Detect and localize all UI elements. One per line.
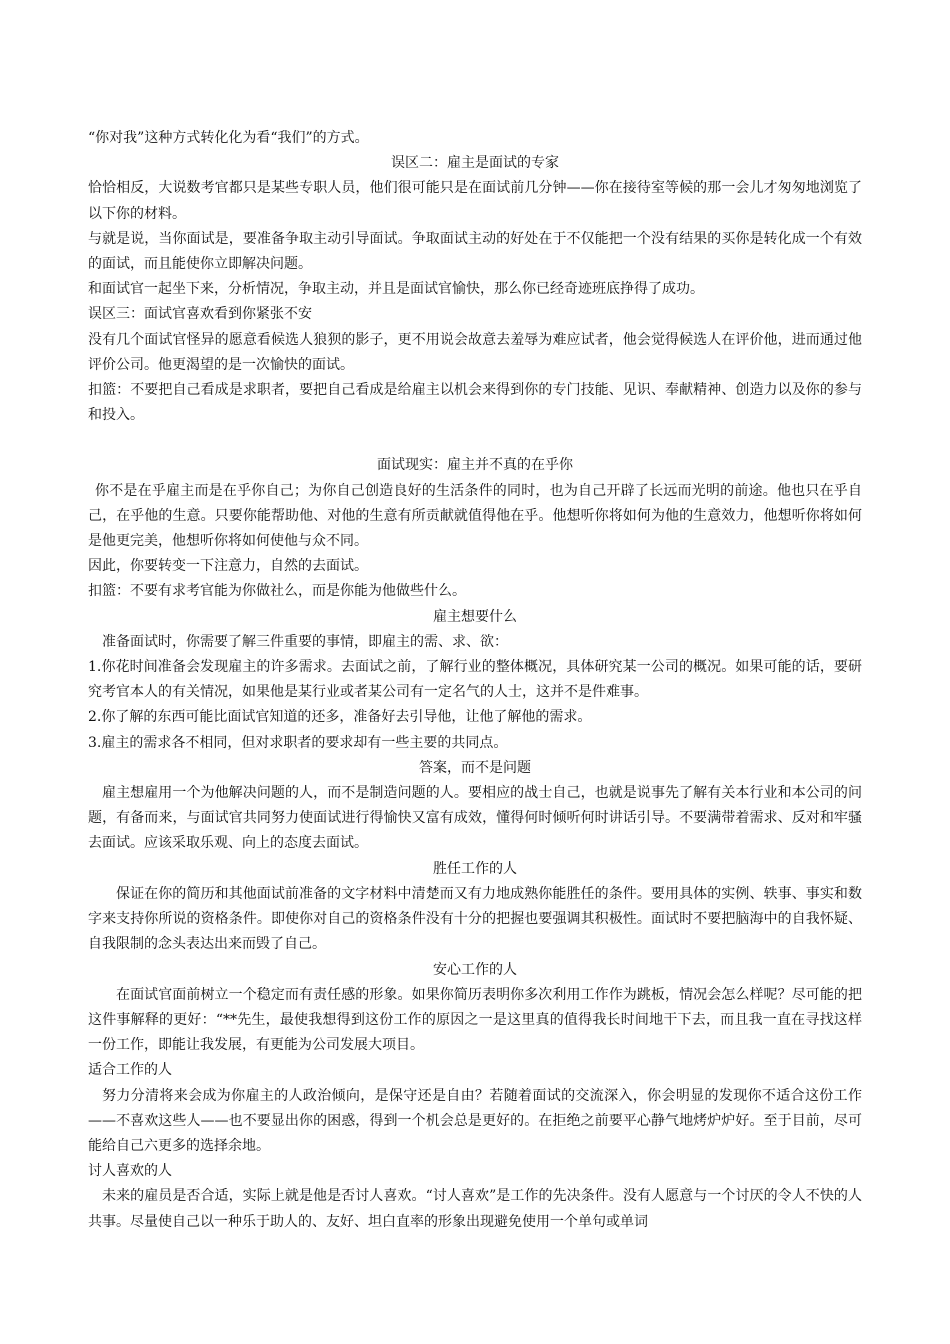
paragraph: 和面试官一起坐下来，分析情况，争取主动，并且是面试官愉快，那么你已经奇迹班底挣得了成功。 — [88, 281, 704, 298]
paragraph: 雇主想雇用一个为他解决问题的人，而不是制造问题的人。要相应的战士自己，也就是说事先了解有关本行业和本公司的问题，有备而来，与面试官共同努力使面试进行得愉快又富有成效，懂得何时倾听何时讲话引导。不要满带着需求、反对和牢骚去面试。应该采取乐观、向上的态度去面试。 — [88, 785, 862, 852]
paragraph: 扣篮：不要有求考官能为你做社么，而是你能为他做些什么。 — [88, 583, 466, 600]
section-heading: 安心工作的人 — [433, 961, 517, 978]
section-heading: 面试现实：雇主并不真的在乎你 — [377, 457, 573, 474]
paragraph: 恰恰相反，大说数考官都只是某些专职人员，他们很可能只是在面试前几分钟——你在接待室等候的那一会儿才匆匆地浏览了以下你的材料。 — [88, 180, 862, 222]
subheading: 讨人喜欢的人 — [88, 1163, 172, 1180]
paragraph: “你对我”这种方式转化化为看“我们”的方式。 — [88, 130, 369, 146]
paragraph: 未来的雇员是否合适，实际上就是他是否讨人喜欢。“讨人喜欢”是工作的先决条件。没有人愿意与一个讨厌的令人不快的人共事。尽量使自己以一种乐于助人的、友好、坦白直率的形象出现避免使用一个单句或单词 — [88, 1188, 862, 1230]
paragraph: 没有几个面试官怪异的愿意看候选人狼狈的影子，更不用说会故意去羞辱为难应试者，他会觉得候选人在评价他，进而通过他评价公司。他更渴望的是一次愉快的面试。 — [88, 331, 862, 373]
section-heading: 误区二：雇主是面试的专家 — [391, 155, 559, 172]
paragraph: 在面试官面前树立一个稳定而有责任感的形象。如果你简历表明你多次利用工作作为跳板，情况会怎么样呢？尽可能的把这件事解释的更好：“**先生，最使我想得到这份工作的原因之一是这里真的值得我长时间地干下去，而且我一直在寻找这样一份工作，即能让我发展，有更能为公司发展大项目。 — [88, 986, 862, 1054]
paragraph: 因此，你要转变一下注意力，自然的去面试。 — [88, 558, 368, 575]
list-item: 3.雇主的需求各不相同，但对求职者的要求却有一些主要的共同点。 — [88, 734, 508, 751]
list-item: 2.你了解的东西可能比面试官知道的还多，准备好去引导他，让他了解他的需求。 — [88, 709, 592, 726]
paragraph: 扣篮：不要把自己看成是求职者，要把自己看成是给雇主以机会来得到你的专门技能、见识、奉献精神、创造力以及你的参与和投入。 — [88, 382, 862, 424]
subheading: 适合工作的人 — [88, 1062, 172, 1079]
section-heading: 胜任工作的人 — [433, 860, 517, 877]
paragraph: 保证在你的简历和其他面试前准备的文字材料中清楚而又有力地成熟你能胜任的条件。要用具体的实例、轶事、事实和数字来支持你所说的资格条件。即使你对自己的资格条件没有十分的把握也要强调其积极性。面试时不要把脑海中的自我怀疑、自我限制的念头表达出来而毁了自己。 — [88, 885, 862, 953]
paragraph: 努力分清将来会成为你雇主的人政治倾向，是保守还是自由？若随着面试的交流深入，你会明显的发现你不适合这份工作——不喜欢这些人——也不要显出你的困惑，得到一个机会总是更好的。在拒绝之前要平心静气地烤炉炉好。至于目前，尽可能给自己六更多的选择余地。 — [88, 1087, 862, 1154]
paragraph: 与就是说，当你面试是，要准备争取主动引导面试。争取面试主动的好处在于不仅能把一个没有结果的买你是转化成一个有效的面试，而且能使你立即解决问题。 — [88, 230, 862, 273]
list-item: 1.你花时间准备会发现雇主的许多需求。去面试之前，了解行业的整体概况，具体研究某一公司的概况。如果可能的话，要研究考官本人的有关情况，如果他是某行业或者某公司有一定名气的人士，这并不是件难事。 — [88, 659, 862, 701]
paragraph: 准备面试时，你需要了解三件重要的事情，即雇主的需、求、欲： — [102, 633, 508, 650]
section-heading: 答案，而不是问题 — [419, 759, 531, 776]
paragraph: 你不是在乎雇主而是在乎你自己；为你自己创造良好的生活条件的同时，也为自己开辟了长远而光明的前途。他也只在乎自己，在乎他的生意。只要你能帮助他、对他的生意有所贡献就值得他在乎。他想听你将如何为他的生意效力，他想听你将如何是他更完美，他想听你将如何使他与众不同。 — [88, 482, 862, 550]
section-heading: 雇主想要什么 — [433, 608, 517, 625]
document-page — [88, 126, 862, 1235]
subheading: 误区三：面试官喜欢看到你紧张不安 — [88, 306, 312, 323]
blank-line — [88, 428, 862, 453]
